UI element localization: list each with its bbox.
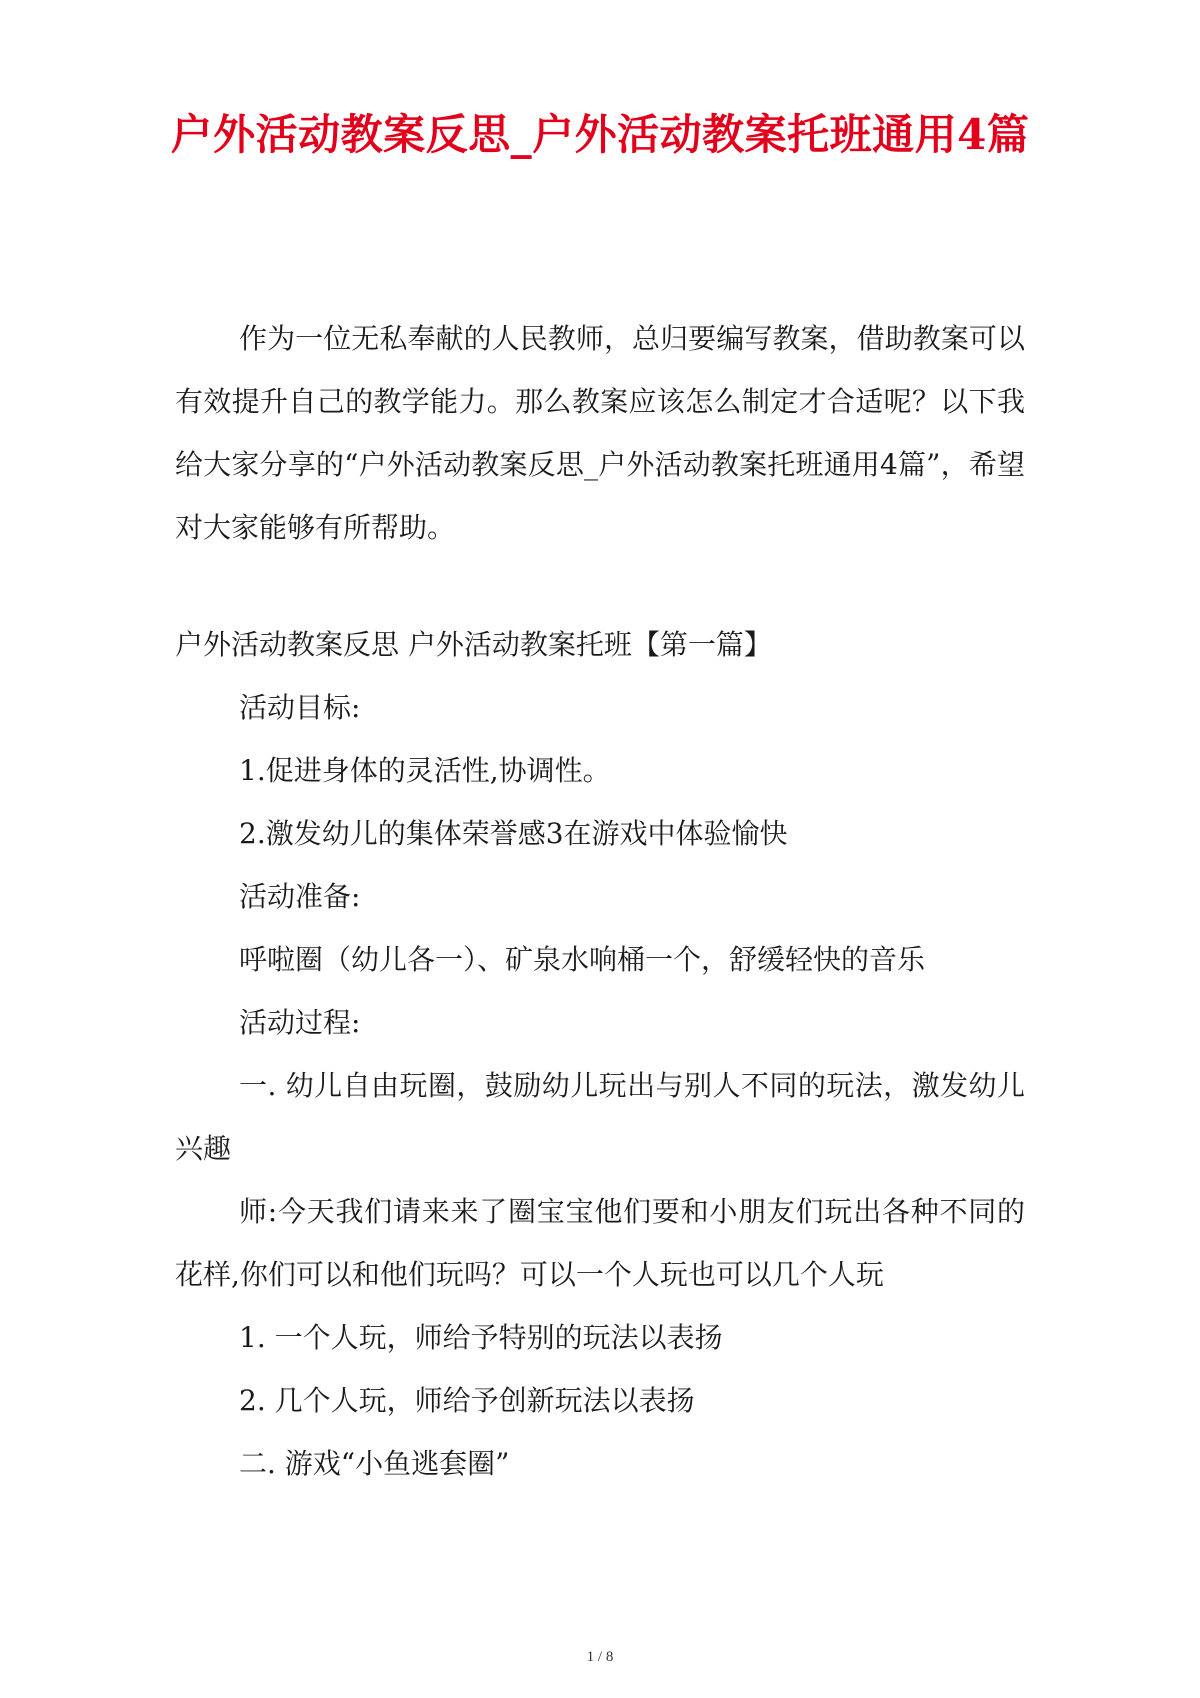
goal-item-1: 1.促进身体的灵活性,协调性。 <box>239 754 611 787</box>
section-heading: 户外活动教案反思 户外活动教案托班【第一篇】 <box>175 628 772 661</box>
document-body <box>175 307 1025 1495</box>
process-step-1: 一. 幼儿自由玩圈，鼓励幼儿玩出与别人不同的玩法，激发幼儿兴趣 <box>175 1069 1025 1165</box>
process-label: 活动过程: <box>239 1006 361 1039</box>
teacher-line: 师:今天我们请来来了圈宝宝他们要和小朋友们玩出各种不同的花样,你们可以和他们玩吗？可以一个人玩也可以几个人玩 <box>175 1195 1025 1291</box>
page-number: 1 / 8 <box>586 1649 614 1665</box>
process-sub-item-2: 2. 几个人玩，师给予创新玩法以表扬 <box>239 1384 695 1417</box>
process-step-2: 二. 游戏“小鱼逃套圈” <box>239 1447 510 1480</box>
goal-item-2: 2.激发幼儿的集体荣誉感3在游戏中体验愉快 <box>239 817 788 850</box>
prep-text: 呼啦圈（幼儿各一）、矿泉水响桶一个，舒缓轻快的音乐 <box>239 943 926 976</box>
document-title: 户外活动教案反思_户外活动教案托班通用4篇 <box>170 110 1030 159</box>
intro-paragraph: 作为一位无私奉献的人民教师，总归要编写教案，借助教案可以有效提升自己的教学能力。那么教案应该怎么制定才合适呢？以下我给大家分享的“户外活动教案反思_户外活动教案托班通用4篇”，希望对大家能够有所帮助。 <box>175 322 1025 544</box>
prep-label: 活动准备: <box>239 880 361 913</box>
process-sub-item-1: 1. 一个人玩，师给予特别的玩法以表扬 <box>239 1321 723 1354</box>
spacer <box>175 559 1025 613</box>
goals-label: 活动目标: <box>239 691 361 724</box>
